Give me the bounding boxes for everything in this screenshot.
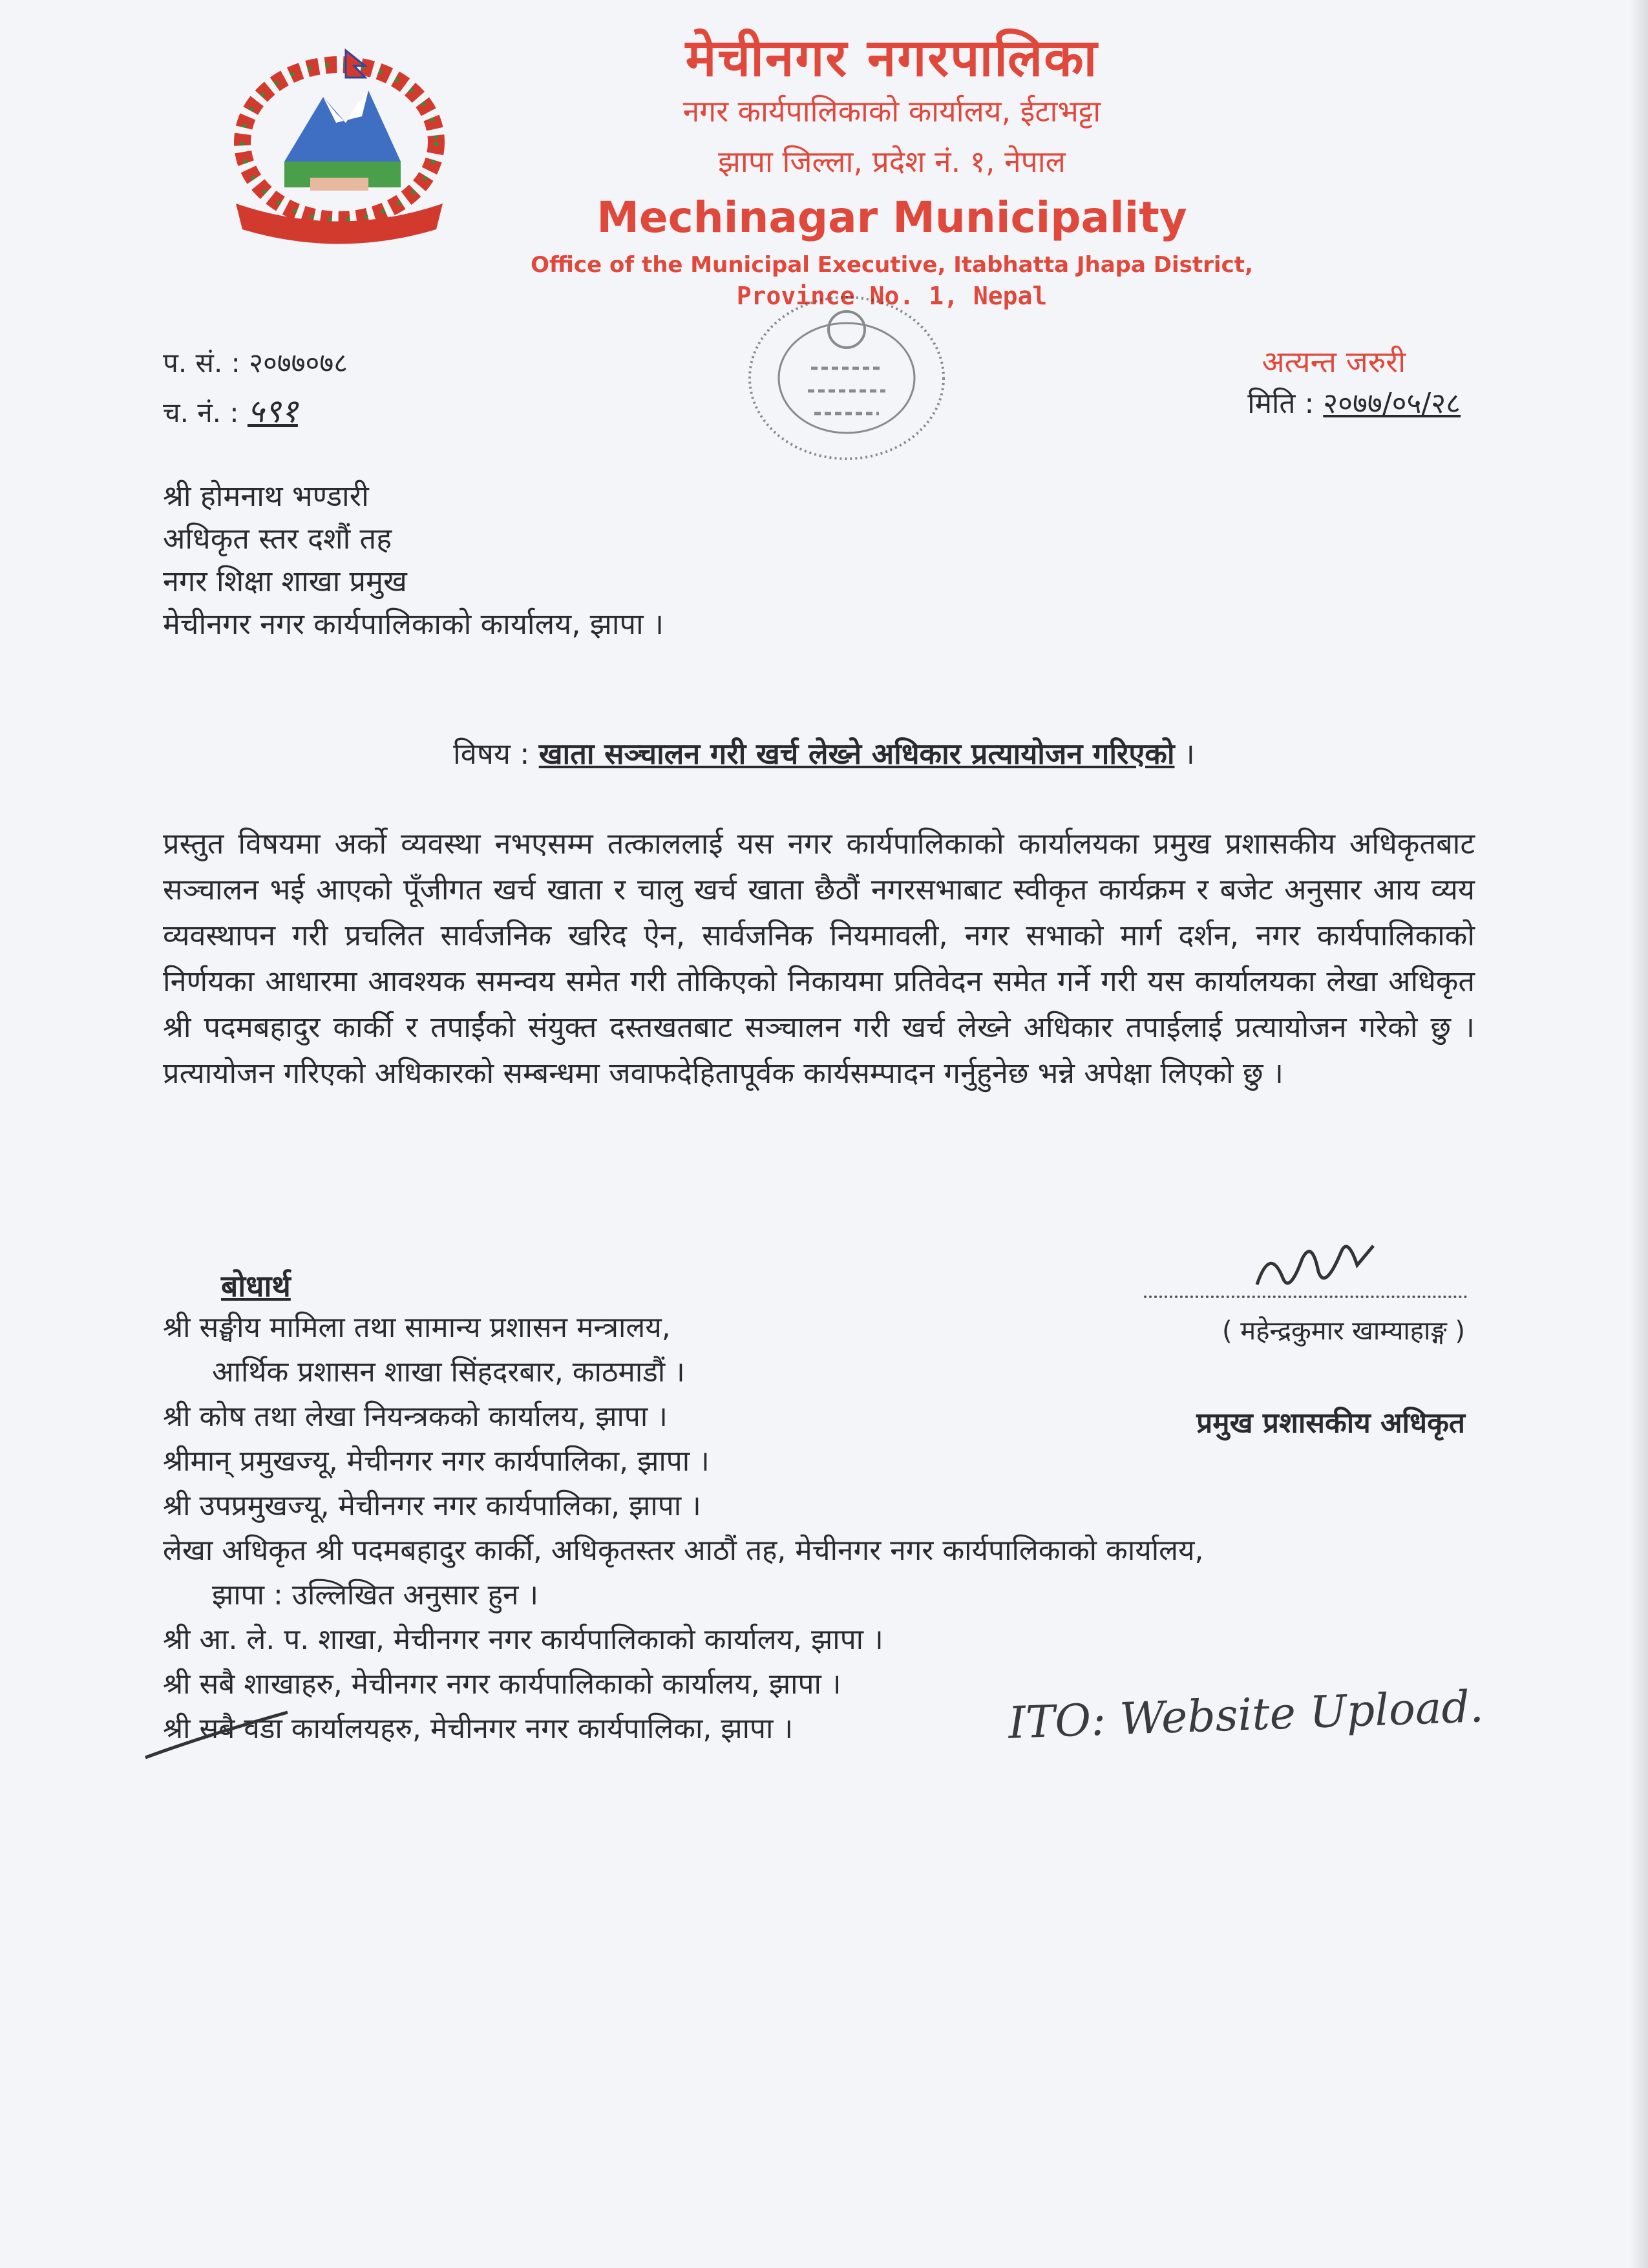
cc-item: श्री सबै शाखाहरु, मेचीनगर नगर कार्यपालिकाको कार्यालय, झापा । — [163, 1668, 841, 1701]
cc-item: श्रीमान् प्रमुखज्यू, मेचीनगर नगर कार्यपालिका, झापा । — [163, 1445, 710, 1478]
recipient-rank: अधिकृत स्तर दशौं तह — [163, 521, 392, 556]
subject-end: । — [1174, 737, 1195, 771]
signatory-name: ( महेन्द्रकुमार खाम्याहाङ्ग ) — [1221, 1316, 1465, 1346]
signature-line — [1144, 1296, 1467, 1298]
date-label: मिति : — [1247, 387, 1315, 420]
nepal-emblem-icon — [207, 45, 472, 252]
cc-item: श्री सङ्घीय मामिला तथा सामान्य प्रशासन मन्त्रालय, — [163, 1311, 671, 1344]
handwritten-checkmark-icon — [142, 1706, 291, 1764]
signatory-title: प्रमुख प्रशासकीय अधिकृत — [1196, 1407, 1465, 1440]
subject-text: खाता सञ्चालन गरी खर्च लेख्ने अधिकार प्रत्यायोजन गरिएको — [538, 737, 1175, 771]
cc-heading: बोधार्थ — [221, 1268, 291, 1303]
date-value: २०७७/०५/२८ — [1323, 387, 1461, 420]
cc-item: श्री कोष तथा लेखा नियन्त्रकको कार्यालय, झापा । — [163, 1400, 668, 1433]
subject-line — [0, 733, 1648, 773]
municipality-name-np: मेचीनगर नगरपालिका — [685, 28, 1099, 88]
recipient-name: श्री होमनाथ भण्डारी — [163, 479, 369, 513]
letter-body: प्रस्तुत विषयमा अर्को व्यवस्था नभएसम्म तत्काललाई यस नगर कार्यपालिकाको कार्यालयका प्रमुख प्रशासकीय अधिकृतबाट सञ्चालन भई आएको पूँजीगत खर्च खाता र चालु खर्च खाता छैठौं नगरसभाबाट स्वीकृत कार्यक्रम र बजेट अनुसार आय व्यय व्यवस्थापन गरी प्रचलित सार्वजनिक खरिद ऐन, सार्वजनिक नियमावली, नगर सभाको मार्ग दर्शन, नगर कार्यपालिकाको निर्णयका आधारमा आवश्यक समन्वय समेत गरी तोकिएको निकायमा प्रतिवेदन समेत गर्ने गरी यस कार्यालयका लेखा अधिकृत श्री पदमबहादुर कार्की र तपाईंको संयुक्त दस्तखतबाट सञ्चालन गरी खर्च लेख्ने अधिकार तपाईलाई प्रत्यायोजन गरेको छु । प्रत्यायोजन गरिएको अधिकारको सम्बन्धमा जवाफदेहितापूर्वक कार्यसम्पादन गर्नुहुनेछ भन्ने अपेक्षा लिएको छु । — [163, 826, 1475, 1090]
subject-label: विषय : — [453, 737, 530, 771]
office-name-np: नगर कार्यपालिकाको कार्यालय, ईटाभट्टा — [682, 94, 1101, 129]
reference-number: प. सं. : २०७७०७८ — [163, 347, 348, 379]
dispatch-number-label: च. नं. : — [163, 397, 239, 428]
letter-date — [1247, 383, 1461, 421]
cc-list — [163, 1305, 1488, 1751]
office-stamp-icon — [737, 284, 956, 472]
cc-item: श्री उपप्रमुखज्यू, मेचीनगर नगर कार्यपालिका, झापा । — [163, 1489, 701, 1522]
cc-item: श्री आ. ले. प. शाखा, मेचीनगर नगर कार्यपालिकाको कार्यालय, झापा । — [163, 1623, 883, 1656]
cc-item: श्री सबै वडा कार्यालयहरु, मेचीनगर नगर कार्यपालिका, झापा । — [163, 1712, 794, 1745]
scan-edge — [1630, 0, 1648, 2268]
cc-item: झापा : उल्लिखित अनुसार हुन । — [212, 1579, 539, 1612]
office-name-en: Office of the Municipal Executive, Itabhatta Jhapa District, — [531, 252, 1253, 278]
district-np: झापा जिल्ला, प्रदेश नं. १, नेपाल — [718, 144, 1066, 179]
urgent-label: अत्यन्त जरुरी — [1262, 344, 1406, 379]
dispatch-number-value: ५९१ — [247, 392, 298, 430]
municipality-name-en: Mechinagar Municipality — [597, 193, 1187, 242]
dispatch-number — [163, 388, 298, 432]
signature-icon — [1251, 1233, 1380, 1304]
province-en: Province No. 1, Nepal — [736, 282, 1048, 310]
recipient-position: नगर शिक्षा शाखा प्रमुख — [163, 564, 407, 598]
recipient-office: मेचीनगर नगर कार्यपालिकाको कार्यालय, झापा । — [163, 607, 664, 641]
cc-item: आर्थिक प्रशासन शाखा सिंहदरबार, काठमाडौं । — [212, 1356, 685, 1389]
cc-item: लेखा अधिकृत श्री पदमबहादुर कार्की, अधिकृतस्तर आठौं तह, मेचीनगर नगर कार्यपालिकाको कार्यालय, — [163, 1534, 1204, 1567]
recipient-block — [163, 475, 664, 646]
handwritten-note: ITO: Website Upload. — [1007, 1681, 1484, 1749]
